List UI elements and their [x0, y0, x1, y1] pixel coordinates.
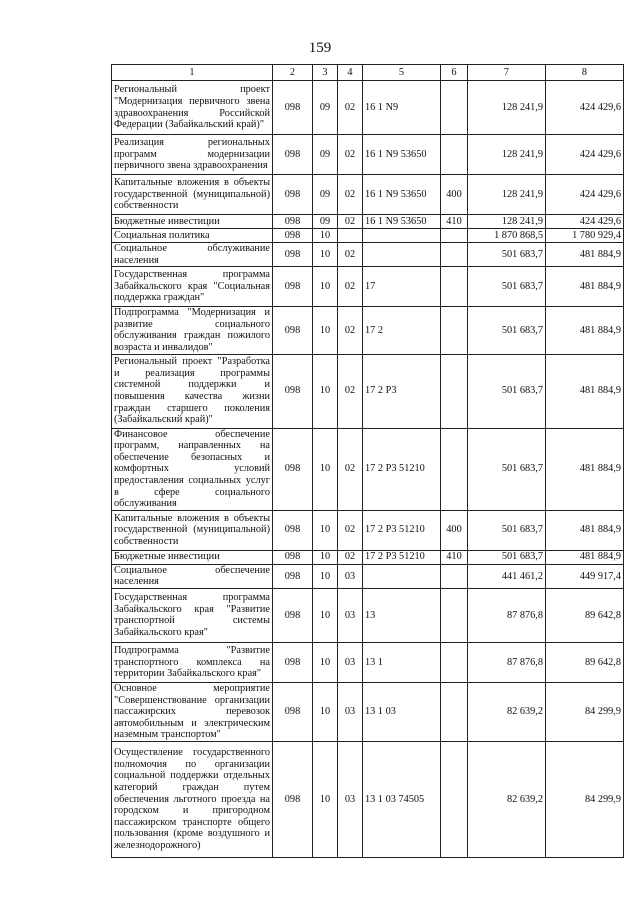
cell-target-article: 13	[363, 588, 441, 642]
cell-expense-type: 410	[441, 215, 468, 229]
cell-expense-type: 400	[441, 175, 468, 215]
cell-name: Осуществление государственного полномочия по организации социальной поддержки отдельных категорий граждан путем обеспечения льготного проезда на городском и пригородном пассажирском транспорте общего пользования (кроме воздушного и железнодорожного)	[112, 741, 273, 857]
cell-amount-year-1: 128 241,9	[468, 135, 546, 175]
cell-name: Бюджетные инвестиции	[112, 215, 273, 229]
cell-subsection	[338, 229, 363, 243]
cell-target-article: 17 2 P3 51210	[363, 428, 441, 510]
cell-expense-type	[441, 243, 468, 267]
table-row	[112, 588, 624, 642]
cell-amount-year-1: 128 241,9	[468, 175, 546, 215]
cell-amount-year-1: 501 683,7	[468, 510, 546, 550]
cell-expense-type	[441, 564, 468, 588]
cell-amount-year-2: 424 429,6	[546, 81, 624, 135]
cell-section: 10	[313, 564, 338, 588]
cell-target-article: 17 2 P3 51210	[363, 510, 441, 550]
cell-amount-year-1: 128 241,9	[468, 81, 546, 135]
cell-name: Социальное обеспечение населения	[112, 564, 273, 588]
cell-amount-year-2: 89 642,8	[546, 588, 624, 642]
cell-name: Финансовое обеспечение программ, направленных на обеспечение безопасных и комфортных условий предоставления социальных услуг в сфере социального обслуживания	[112, 428, 273, 510]
cell-target-article: 13 1	[363, 642, 441, 682]
cell-name: Региональный проект "Модернизация первичного звена здравоохранения Российской Федерации (Забайкальский край)"	[112, 81, 273, 135]
cell-section: 10	[313, 267, 338, 307]
cell-subsection: 02	[338, 243, 363, 267]
cell-name: Бюджетные инвестиции	[112, 550, 273, 564]
cell-section: 09	[313, 175, 338, 215]
column-header: 7	[468, 65, 546, 81]
table-row	[112, 550, 624, 564]
cell-subsection: 02	[338, 307, 363, 354]
cell-amount-year-1: 128 241,9	[468, 215, 546, 229]
cell-target-article: 13 1 03 74505	[363, 741, 441, 857]
cell-target-article: 17 2	[363, 307, 441, 354]
cell-subsection: 02	[338, 135, 363, 175]
cell-admin-code: 098	[273, 215, 313, 229]
cell-expense-type	[441, 428, 468, 510]
cell-amount-year-2: 84 299,9	[546, 682, 624, 741]
cell-expense-type: 410	[441, 550, 468, 564]
cell-section: 10	[313, 243, 338, 267]
cell-name: Реализация региональных программ модернизации первичного звена здравоохранения	[112, 135, 273, 175]
cell-subsection: 02	[338, 175, 363, 215]
cell-expense-type	[441, 267, 468, 307]
column-header: 5	[363, 65, 441, 81]
cell-section: 10	[313, 428, 338, 510]
cell-subsection: 03	[338, 741, 363, 857]
cell-amount-year-1: 501 683,7	[468, 354, 546, 428]
cell-admin-code: 098	[273, 135, 313, 175]
table-row	[112, 741, 624, 857]
cell-section: 10	[313, 307, 338, 354]
cell-expense-type	[441, 135, 468, 175]
cell-admin-code: 098	[273, 741, 313, 857]
cell-name: Основное мероприятие "Совершенствование организации пассажирских перевозок автомобильным и электрическим наземным транспортом"	[112, 682, 273, 741]
cell-admin-code: 098	[273, 564, 313, 588]
cell-section: 10	[313, 588, 338, 642]
table-row	[112, 135, 624, 175]
cell-target-article: 16 1 N9 53650	[363, 175, 441, 215]
cell-target-article: 16 1 N9 53650	[363, 135, 441, 175]
cell-admin-code: 098	[273, 588, 313, 642]
cell-amount-year-2: 481 884,9	[546, 550, 624, 564]
cell-admin-code: 098	[273, 243, 313, 267]
table-row	[112, 229, 624, 243]
cell-name: Государственная программа Забайкальского края "Развитие транспортной системы Забайкальского края"	[112, 588, 273, 642]
cell-section: 10	[313, 550, 338, 564]
column-header: 8	[546, 65, 624, 81]
cell-name: Социальное обслуживание населения	[112, 243, 273, 267]
cell-expense-type	[441, 682, 468, 741]
cell-subsection: 02	[338, 550, 363, 564]
cell-subsection: 03	[338, 588, 363, 642]
cell-section: 10	[313, 682, 338, 741]
cell-subsection: 03	[338, 642, 363, 682]
cell-amount-year-2: 481 884,9	[546, 354, 624, 428]
page-number: 159	[308, 40, 332, 56]
cell-target-article: 13 1 03	[363, 682, 441, 741]
table-row	[112, 215, 624, 229]
cell-expense-type	[441, 354, 468, 428]
cell-amount-year-1: 501 683,7	[468, 267, 546, 307]
cell-target-article: 17 2 P3	[363, 354, 441, 428]
cell-amount-year-2: 481 884,9	[546, 267, 624, 307]
cell-expense-type	[441, 588, 468, 642]
cell-amount-year-2: 424 429,6	[546, 215, 624, 229]
cell-section: 10	[313, 354, 338, 428]
cell-admin-code: 098	[273, 642, 313, 682]
table-row	[112, 175, 624, 215]
cell-name: Капитальные вложения в объекты государственной (муниципальной) собственности	[112, 175, 273, 215]
cell-amount-year-2: 481 884,9	[546, 510, 624, 550]
column-header: 2	[273, 65, 313, 81]
cell-admin-code: 098	[273, 307, 313, 354]
cell-admin-code: 098	[273, 550, 313, 564]
cell-name: Социальная политика	[112, 229, 273, 243]
cell-amount-year-2: 84 299,9	[546, 741, 624, 857]
cell-amount-year-2: 481 884,9	[546, 307, 624, 354]
cell-subsection: 02	[338, 81, 363, 135]
cell-amount-year-1: 87 876,8	[468, 642, 546, 682]
cell-section: 09	[313, 215, 338, 229]
table-row	[112, 307, 624, 354]
cell-subsection: 03	[338, 564, 363, 588]
cell-expense-type	[441, 642, 468, 682]
cell-section: 10	[313, 741, 338, 857]
column-header: 6	[441, 65, 468, 81]
column-header: 1	[112, 65, 273, 81]
cell-target-article: 16 1 N9	[363, 81, 441, 135]
header-row	[112, 65, 624, 81]
cell-amount-year-2: 424 429,6	[546, 135, 624, 175]
cell-amount-year-2: 481 884,9	[546, 428, 624, 510]
cell-admin-code: 098	[273, 175, 313, 215]
cell-amount-year-1: 87 876,8	[468, 588, 546, 642]
cell-amount-year-2: 481 884,9	[546, 243, 624, 267]
column-header: 3	[313, 65, 338, 81]
table-row	[112, 354, 624, 428]
cell-subsection: 02	[338, 267, 363, 307]
cell-admin-code: 098	[273, 428, 313, 510]
cell-target-article: 16 1 N9 53650	[363, 215, 441, 229]
cell-admin-code: 098	[273, 682, 313, 741]
cell-name: Подпрограмма "Развитие транспортного комплекса на территории Забайкальского края"	[112, 642, 273, 682]
table-row	[112, 428, 624, 510]
cell-admin-code: 098	[273, 354, 313, 428]
cell-name: Подпрограмма "Модернизация и развитие социального обслуживания граждан пожилого возраста и инвалидов"	[112, 307, 273, 354]
cell-amount-year-1: 82 639,2	[468, 741, 546, 857]
cell-subsection: 02	[338, 428, 363, 510]
cell-amount-year-2: 89 642,8	[546, 642, 624, 682]
column-header: 4	[338, 65, 363, 81]
cell-amount-year-1: 1 870 868,5	[468, 229, 546, 243]
cell-amount-year-2: 449 917,4	[546, 564, 624, 588]
cell-target-article: 17 2 P3 51210	[363, 550, 441, 564]
cell-subsection: 02	[338, 215, 363, 229]
cell-name: Государственная программа Забайкальского края "Социальная поддержка граждан"	[112, 267, 273, 307]
cell-admin-code: 098	[273, 81, 313, 135]
cell-amount-year-2: 424 429,6	[546, 175, 624, 215]
cell-amount-year-1: 501 683,7	[468, 307, 546, 354]
table-row	[112, 81, 624, 135]
cell-subsection: 03	[338, 682, 363, 741]
cell-expense-type	[441, 229, 468, 243]
table-row	[112, 510, 624, 550]
cell-section: 09	[313, 135, 338, 175]
cell-expense-type	[441, 81, 468, 135]
cell-section: 10	[313, 510, 338, 550]
cell-amount-year-1: 501 683,7	[468, 243, 546, 267]
budget-table	[111, 64, 624, 858]
cell-section: 10	[313, 229, 338, 243]
table-row	[112, 267, 624, 307]
table-row	[112, 243, 624, 267]
cell-target-article	[363, 243, 441, 267]
cell-section: 10	[313, 642, 338, 682]
cell-amount-year-1: 441 461,2	[468, 564, 546, 588]
cell-expense-type: 400	[441, 510, 468, 550]
cell-name: Капитальные вложения в объекты государственной (муниципальной) собственности	[112, 510, 273, 550]
cell-expense-type	[441, 307, 468, 354]
cell-subsection: 02	[338, 354, 363, 428]
cell-name: Региональный проект "Разработка и реализация программы системной поддержки и повышения качества жизни граждан старшего поколения (Забайкальский край)"	[112, 354, 273, 428]
cell-target-article: 17	[363, 267, 441, 307]
cell-target-article	[363, 229, 441, 243]
cell-target-article	[363, 564, 441, 588]
cell-subsection: 02	[338, 510, 363, 550]
cell-amount-year-1: 82 639,2	[468, 682, 546, 741]
cell-expense-type	[441, 741, 468, 857]
cell-section: 09	[313, 81, 338, 135]
cell-admin-code: 098	[273, 510, 313, 550]
table-row	[112, 564, 624, 588]
cell-amount-year-1: 501 683,7	[468, 550, 546, 564]
cell-admin-code: 098	[273, 267, 313, 307]
cell-amount-year-2: 1 780 929,4	[546, 229, 624, 243]
table-row	[112, 642, 624, 682]
cell-admin-code: 098	[273, 229, 313, 243]
cell-amount-year-1: 501 683,7	[468, 428, 546, 510]
table-row	[112, 682, 624, 741]
